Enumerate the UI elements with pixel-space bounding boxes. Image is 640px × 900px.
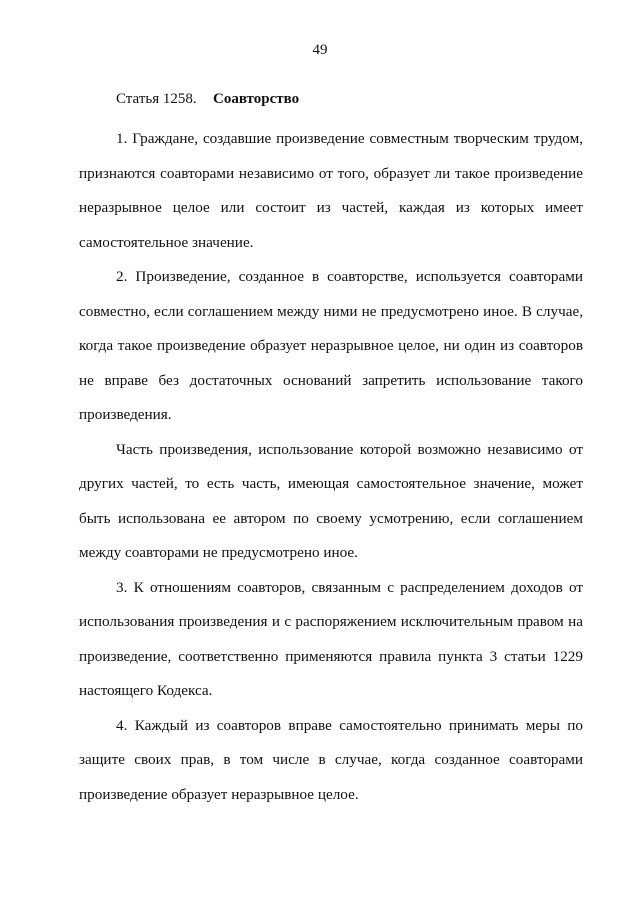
- article-number: Статья 1258.: [116, 91, 197, 107]
- paragraph-clause-2: 2. Произведение, созданное в соавторстве, используется соавторами совместно, если соглашением между ними не предусмотрено иное. В случае, когда такое произведение образует неразрывное целое, ни один из соавторов не вправе без достаточных оснований запретить использование такого произведения.: [79, 268, 583, 423]
- article-heading: [116, 89, 299, 109]
- page-number: 49: [312, 42, 328, 58]
- article-body: [79, 122, 583, 812]
- paragraph-clause-4: 4. Каждый из соавторов вправе самостоятельно принимать меры по защите своих прав, в том числе в случае, когда созданное соавторами произведение образует неразрывное целое.: [79, 716, 583, 803]
- article-title: Соавторство: [213, 91, 300, 107]
- paragraph-clause-3: 3. К отношениям соавторов, связанным с распределением доходов от использования произведения и с распоряжением исключительным правом на произведение, соответственно применяются правила пункта 3 статьи 1229 настоящего Кодекса.: [79, 578, 583, 699]
- paragraph-clause-2-part: Часть произведения, использование которой возможно независимо от других частей, то есть часть, имеющая самостоятельное значение, может быть использована ее автором по своему усмотрению, если соглашением между соавторами не предусмотрено иное.: [79, 440, 583, 561]
- paragraph-clause-1: 1. Граждане, создавшие произведение совместным творческим трудом, признаются соавторами независимо от того, образует ли такое произведение неразрывное целое или состоит из частей, каждая из которых имеет самостоятельное значение.: [79, 130, 583, 251]
